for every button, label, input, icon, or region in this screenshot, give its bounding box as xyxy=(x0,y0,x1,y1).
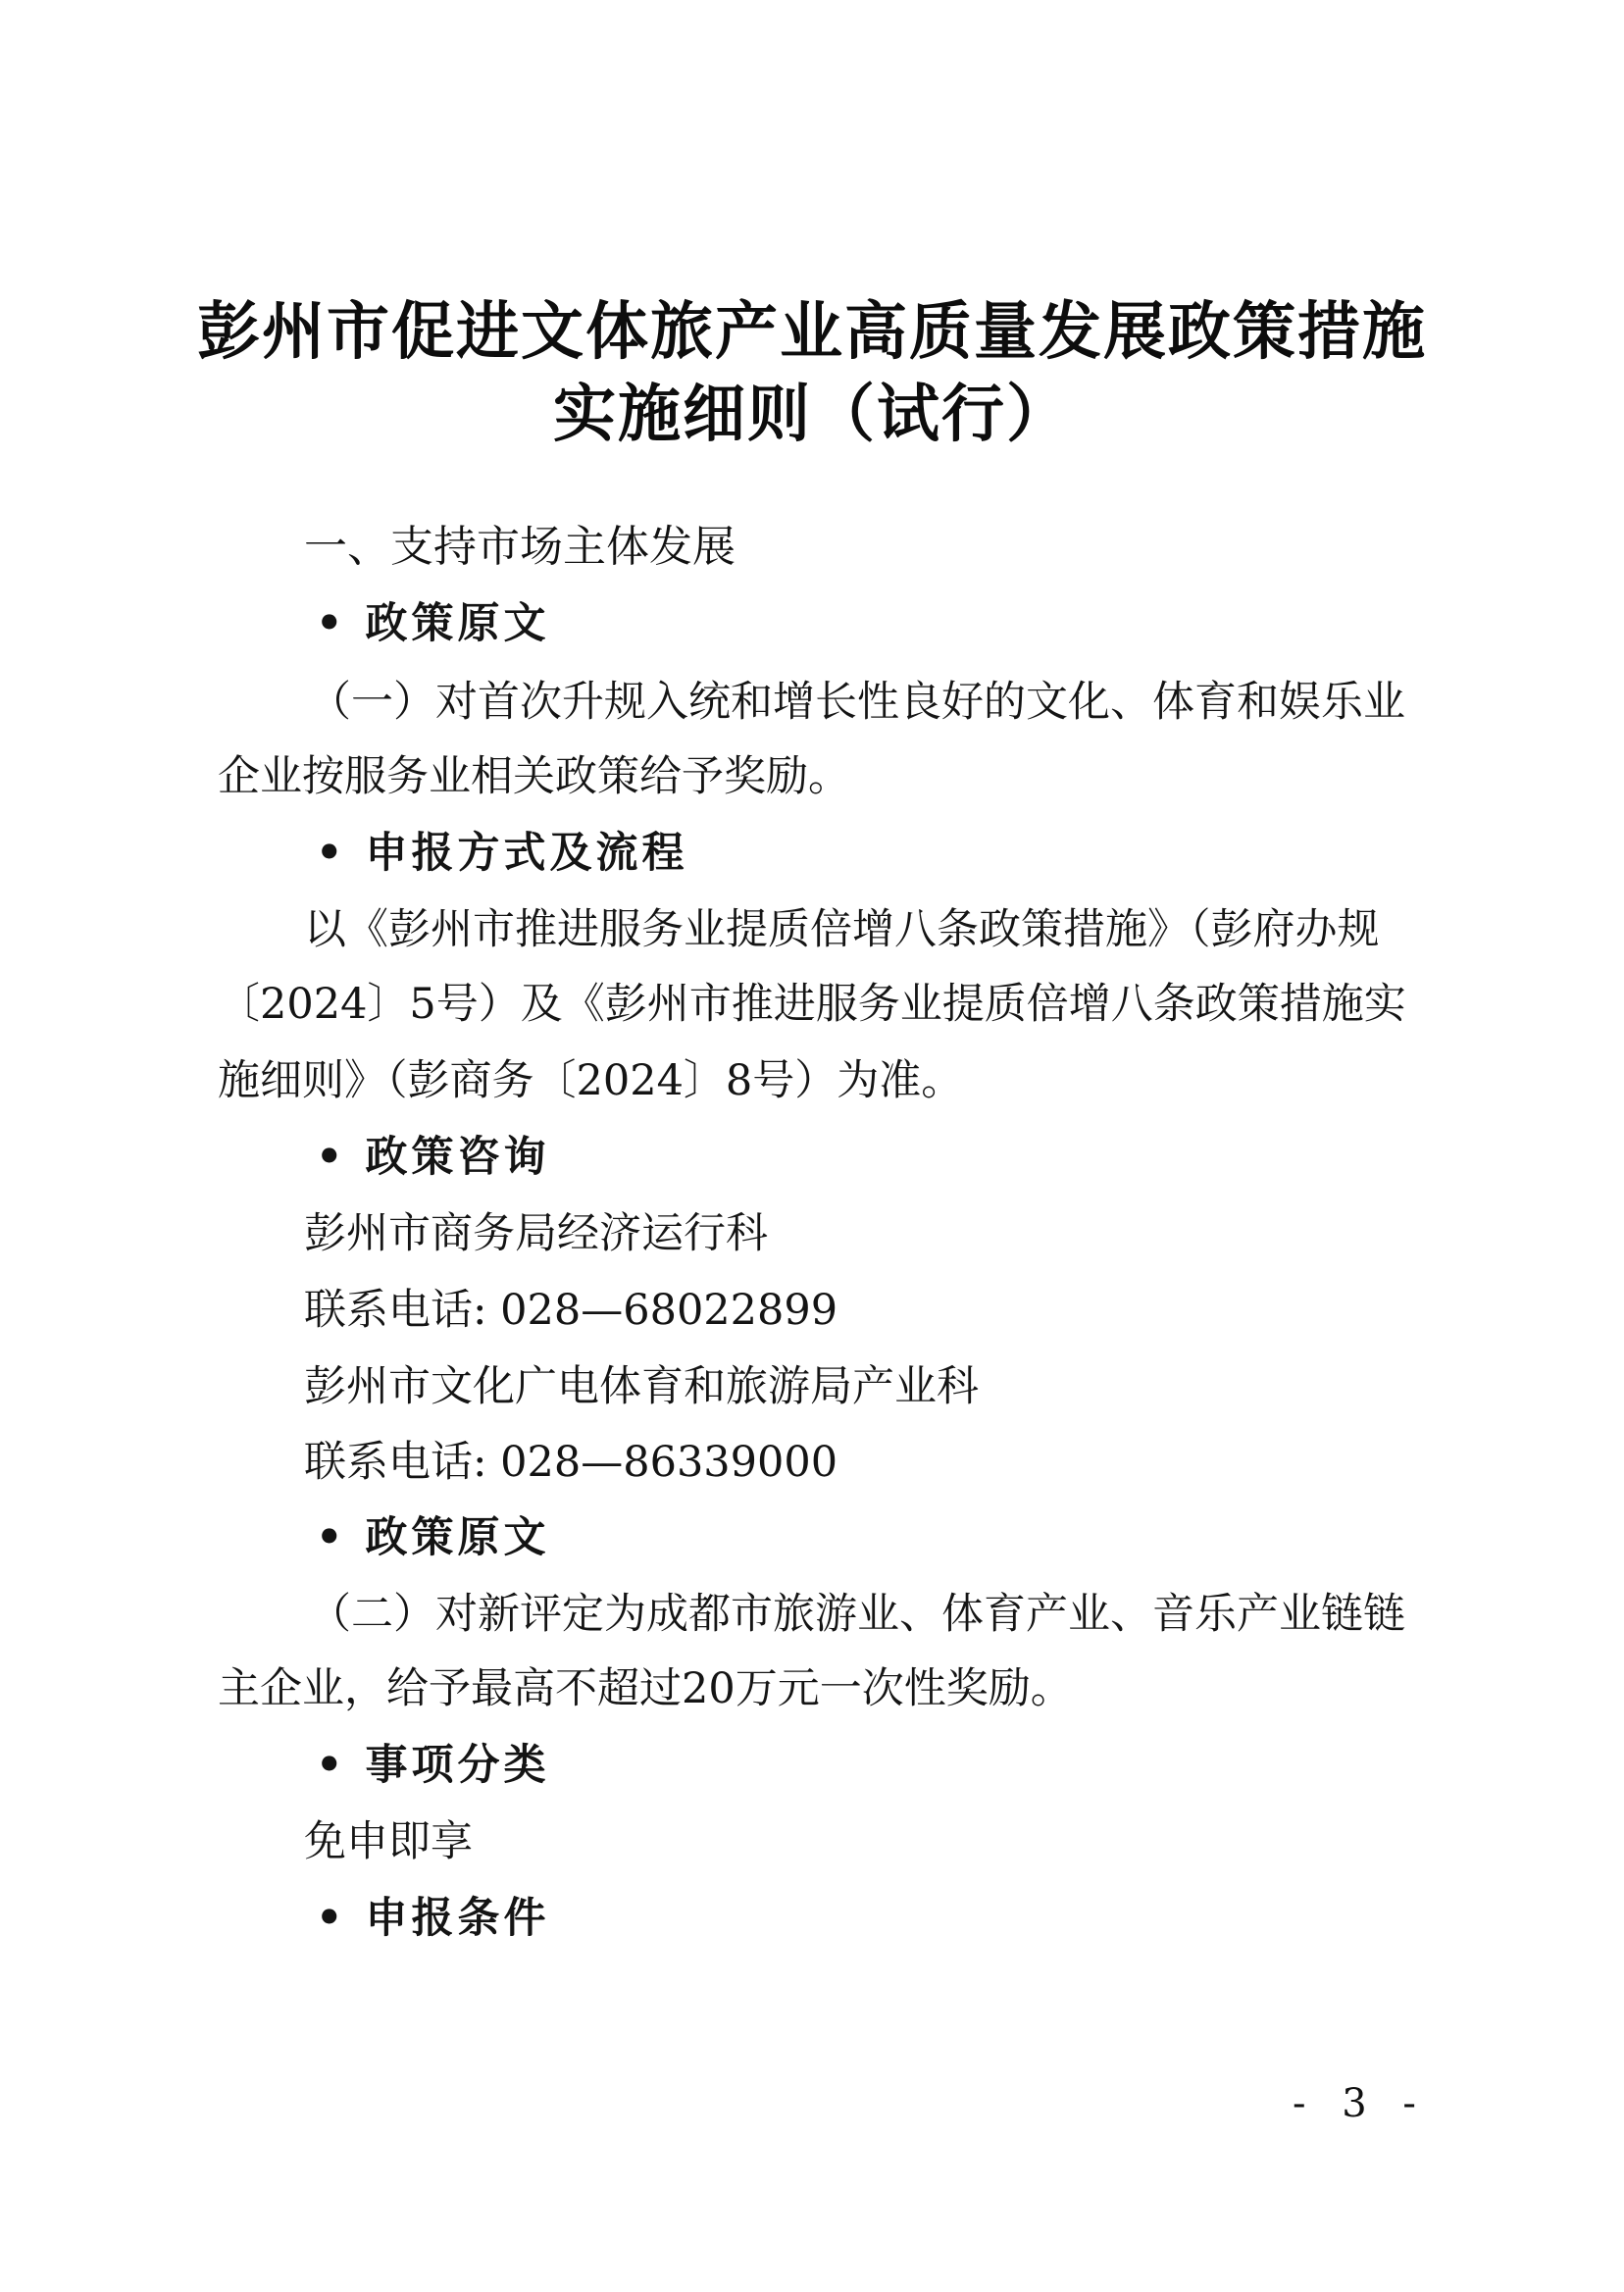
paragraph-1-line-2: 企业按服务业相关政策给予奖励。 xyxy=(218,752,850,801)
bullet-policy-text-2: • 政策原文 xyxy=(316,1513,550,1562)
bullet-policy-consultation: • 政策咨询 xyxy=(316,1133,550,1182)
document-title-line-2: 实施细则（试行） xyxy=(553,379,1071,451)
paragraph-2-line-1: 以《彭州市推进服务业提质倍增八条政策措施》（彭府办规 xyxy=(304,905,1380,954)
contact-phone-1: 联系电话: 028—68022899 xyxy=(304,1286,838,1335)
contact-phone-2: 联系电话: 028—86339000 xyxy=(304,1438,838,1487)
paragraph-4: 免申即享 xyxy=(304,1817,473,1866)
page-number: - 3 - xyxy=(1293,2081,1428,2126)
bullet-application-process: • 申报方式及流程 xyxy=(316,829,688,878)
bullet-item-category: • 事项分类 xyxy=(316,1741,550,1790)
paragraph-2-line-2: 〔2024〕5号）及《彭州市推进服务业提质倍增八条政策措施实 xyxy=(218,980,1406,1029)
bullet-policy-text-1: • 政策原文 xyxy=(316,599,550,648)
paragraph-1-line-1: （一）对首次升规入统和增长性良好的文化、体育和娱乐业 xyxy=(309,678,1405,727)
contact-dept-1: 彭州市商务局经济运行科 xyxy=(304,1209,768,1258)
paragraph-3-line-1: （二）对新评定为成都市旅游业、体育产业、音乐产业链链 xyxy=(309,1590,1405,1639)
paragraph-3-line-2: 主企业，给予最高不超过20万元一次性奖励。 xyxy=(218,1664,1073,1713)
paragraph-2-line-3: 施细则》（彭商务〔2024〕8号）为准。 xyxy=(218,1056,964,1105)
section-heading: 一、支持市场主体发展 xyxy=(304,522,736,572)
bullet-application-conditions: • 申报条件 xyxy=(316,1894,550,1943)
contact-dept-2: 彭州市文化广电体育和旅游局产业科 xyxy=(304,1362,979,1411)
document-title-line-1: 彭州市促进文体旅产业高质量发展政策措施 xyxy=(197,296,1427,369)
